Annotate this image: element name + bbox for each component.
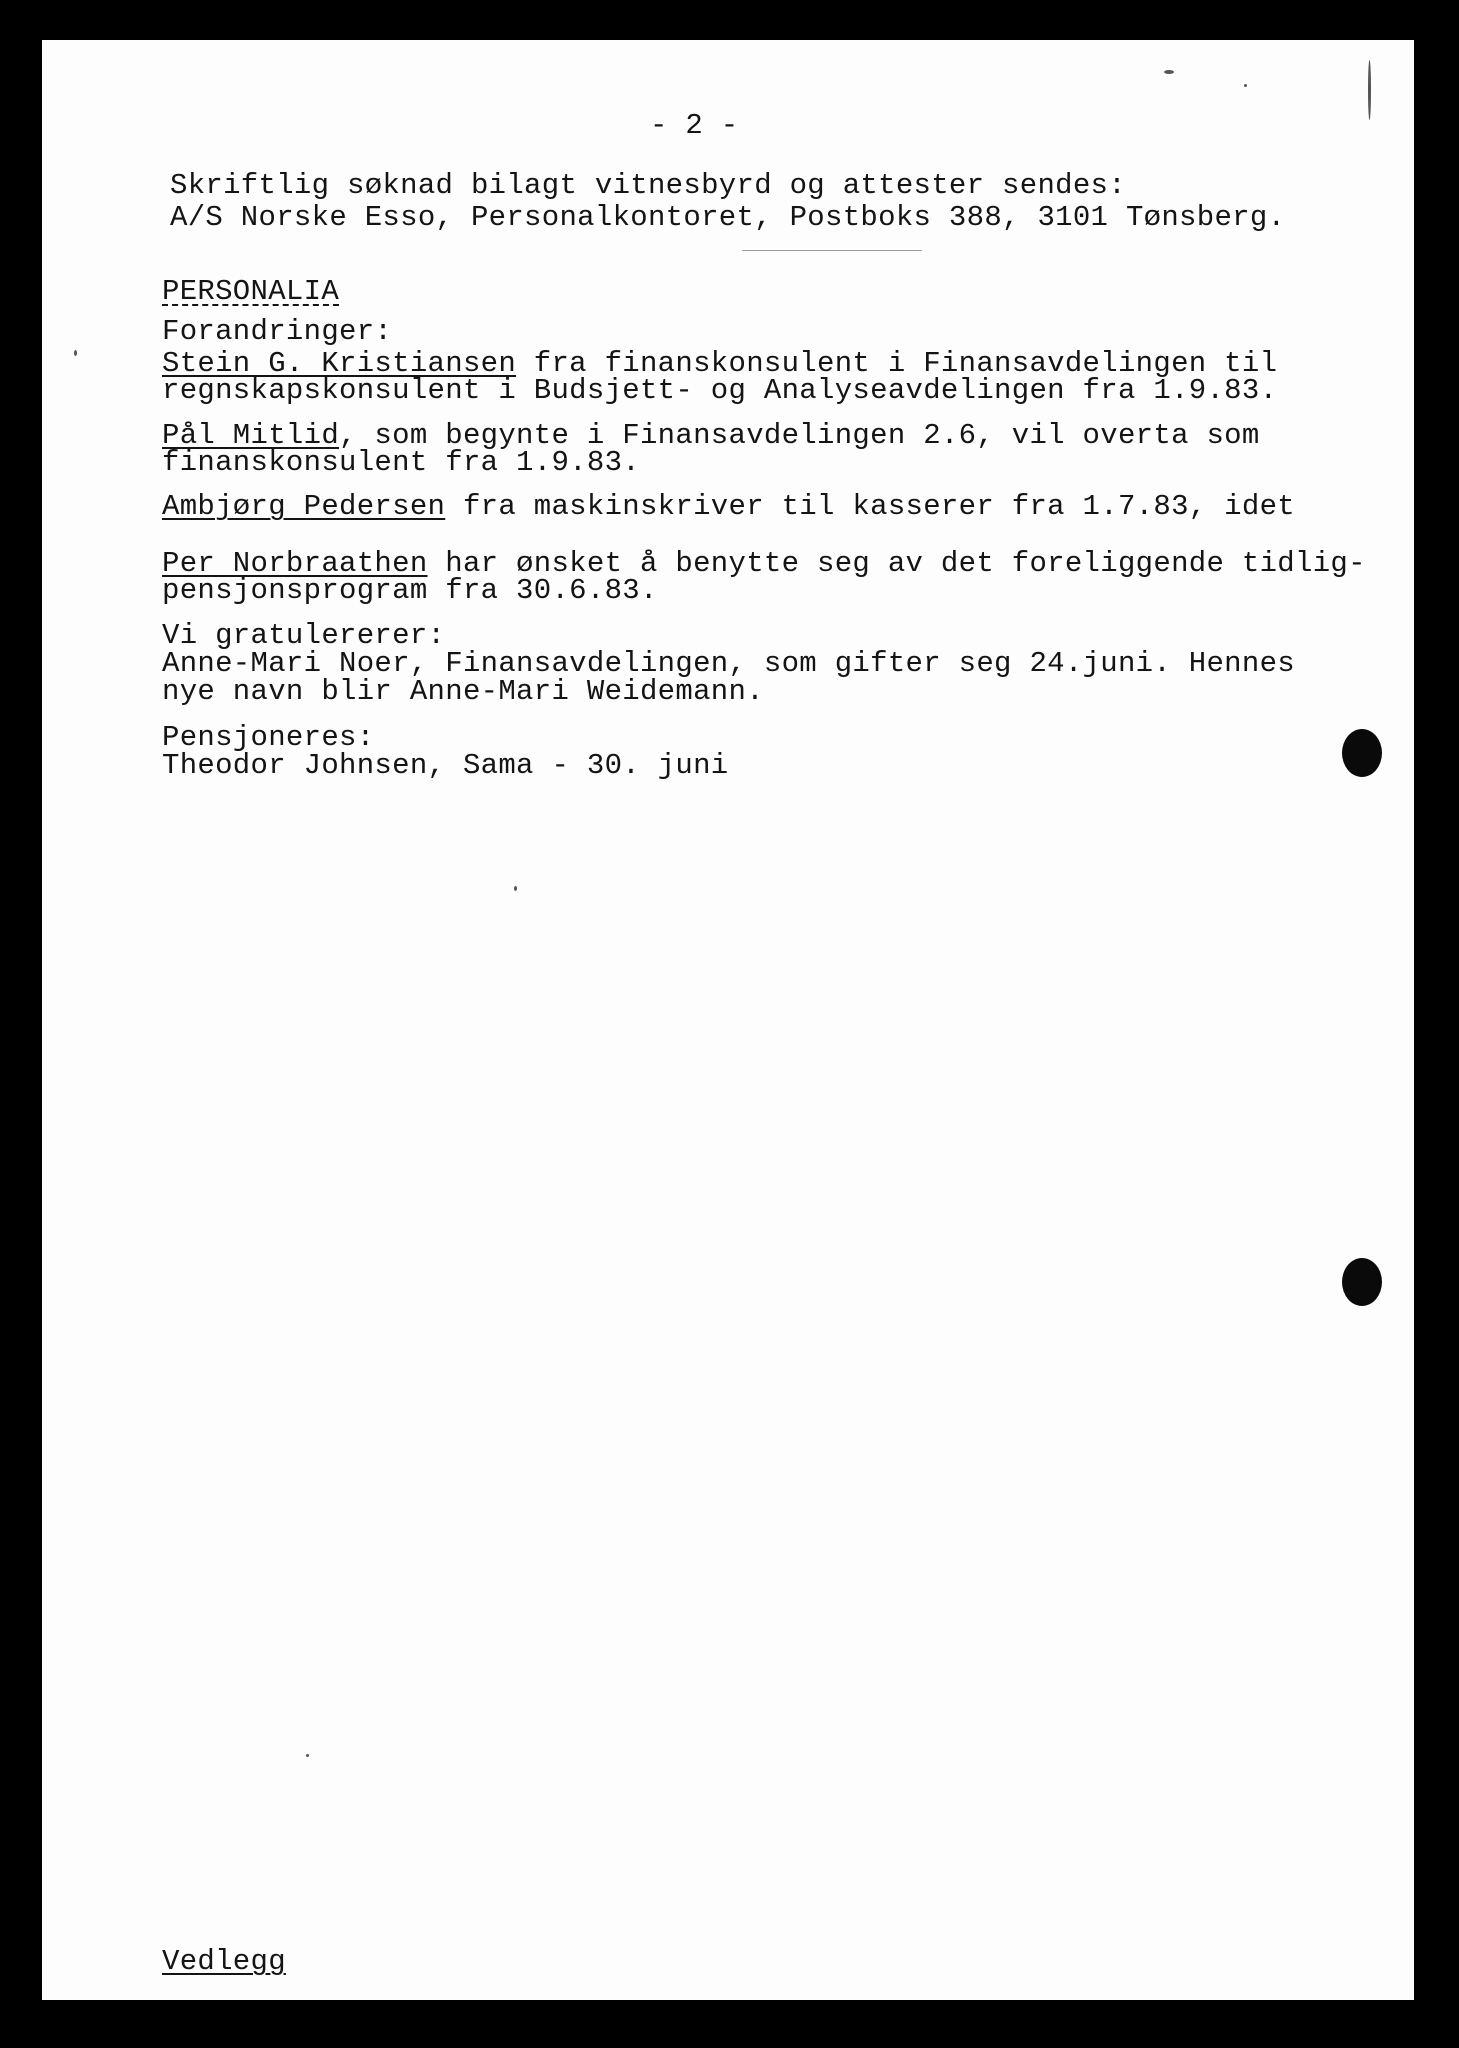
scan-speck	[306, 1754, 309, 1757]
congratulations-line-2: nye navn blir Anne-Mari Weidemann.	[162, 675, 764, 708]
scan-speck	[1244, 84, 1247, 87]
scan-speck	[514, 886, 517, 891]
scan-speck	[1164, 70, 1174, 74]
change-entry-4-line-2: pensjonsprogram fra 30.6.83.	[162, 574, 658, 607]
change-entry-4-name: Per Norbraathen	[162, 547, 428, 580]
retirements-line-1: Theodor Johnsen, Sama - 30. juni	[162, 749, 729, 782]
congratulations-line-1: Anne-Mari Noer, Finansavdelingen, som gifter seg 24.juni. Hennes	[162, 647, 1295, 680]
application-line-1: Skriftlig søknad bilagt vitnesbyrd og attester sendes:	[170, 169, 1126, 202]
punch-hole-top	[1342, 729, 1382, 777]
change-entry-2-name: Pål Mitlid	[162, 419, 340, 452]
change-entry-2-line-2: finanskonsulent fra 1.9.83.	[162, 446, 640, 479]
section-title: PERSONALIA	[162, 275, 340, 308]
document-page	[42, 40, 1414, 2000]
attachment-label: Vedlegg	[162, 1945, 286, 1978]
scan-speck	[74, 350, 77, 356]
retirements-heading: Pensjoneres:	[162, 721, 375, 754]
scan-speck	[1368, 60, 1371, 120]
change-entry-4-line-1: Per Norbraathen har ønsket å benytte seg av det foreliggende tidlig-	[162, 547, 1366, 580]
application-line-2: A/S Norske Esso, Personalkontoret, Postboks 388, 3101 Tønsberg.	[170, 201, 1286, 234]
change-entry-1-line-2: regnskapskonsulent i Budsjett- og Analyseavdelingen fra 1.9.83.	[162, 374, 1278, 407]
typewriter-mark	[742, 250, 922, 251]
change-entry-1-name: Stein G. Kristiansen	[162, 347, 517, 380]
congratulations-heading: Vi gratulererer:	[162, 619, 446, 652]
change-entry-2-line-1: Pål Mitlid, som begynte i Finansavdelingen 2.6, vil overta som	[162, 419, 1260, 452]
punch-hole-bottom	[1342, 1258, 1382, 1306]
changes-heading: Forandringer:	[162, 315, 393, 348]
page-number: - 2 -	[650, 109, 739, 142]
change-entry-3-name: Ambjørg Pedersen	[162, 490, 446, 523]
change-entry-3-line-1: Ambjørg Pedersen fra maskinskriver til kasserer fra 1.7.83, idet	[162, 490, 1295, 523]
change-entry-1-line-1: Stein G. Kristiansen fra finanskonsulent i Finansavdelingen til	[162, 347, 1278, 380]
